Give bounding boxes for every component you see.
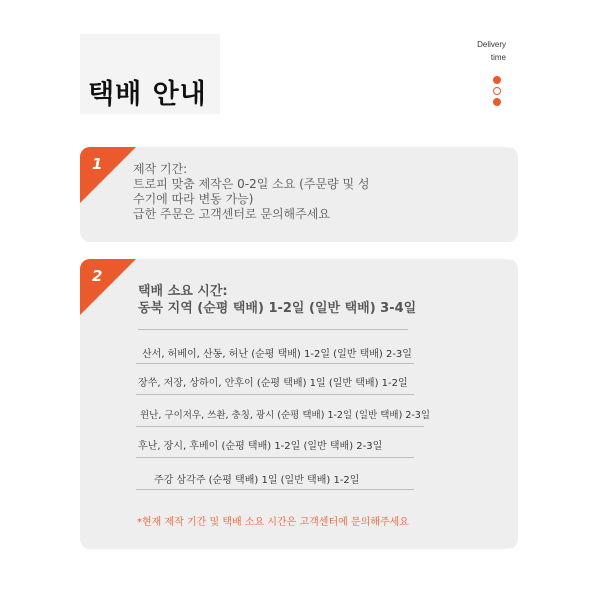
pagination-dots: [493, 76, 501, 109]
divider: [136, 489, 414, 490]
divider: [136, 457, 414, 458]
delivery-label-line1: Delivery: [477, 40, 506, 49]
route-row: 윈난, 구이저우, 쓰촨, 충칭, 광시 (순평 택배) 1-2일 (일반 택배) 2-3일: [140, 410, 431, 421]
delivery-heading-line-2: 동북 지역 (순평 택배) 1-2일 (일반 택배) 3-4일: [138, 301, 417, 316]
step-1-card: [80, 147, 518, 242]
dot-hollow-icon: [493, 87, 501, 95]
production-line-4: 급한 주문은 고객센터로 문의해주세요: [133, 207, 330, 221]
divider: [136, 363, 414, 364]
delivery-heading-line-1: 택배 소요 시간:: [138, 284, 228, 299]
divider: [136, 394, 414, 395]
production-line-2: 트로피 맞춤 제작은 0-2일 소요 (주문량 및 성: [133, 177, 370, 191]
page-title: 택배 안내: [88, 79, 207, 110]
production-line-3: 수기에 따라 변동 가능): [133, 192, 254, 206]
route-row: 장쑤, 저장, 상하이, 안후이 (순평 택배) 1일 (일반 택배) 1-2일: [138, 378, 408, 389]
step-2-number: 2: [92, 267, 103, 285]
step-2-badge: [80, 259, 136, 315]
production-line-1: 제작 기간:: [133, 162, 188, 176]
production-period-text: [133, 162, 369, 222]
step-2-card: [80, 259, 518, 549]
route-row: 후난, 장시, 후베이 (순평 택배) 1-2일 (일반 택배) 2-3일: [138, 441, 383, 452]
delivery-time-heading: [138, 283, 416, 317]
divider: [136, 426, 424, 427]
route-row: 주강 삼각주 (순평 택배) 1일 (일반 택배) 1-2일: [154, 475, 360, 486]
delivery-time-label: [446, 38, 506, 64]
dot-filled-icon: [493, 98, 501, 106]
divider: [138, 329, 408, 330]
step-1-number: 1: [92, 155, 103, 173]
delivery-label-line2: time: [490, 53, 506, 62]
step-1-badge: [80, 147, 136, 203]
notice-text: *현재 제작 기간 및 택배 소요 시간은 고객센터에 문의해주세요: [137, 517, 409, 528]
dot-filled-icon: [493, 76, 501, 84]
route-row: 산서, 허베이, 산동, 허난 (순평 택배) 1-2일 (일반 택배) 2-3일: [142, 349, 412, 360]
